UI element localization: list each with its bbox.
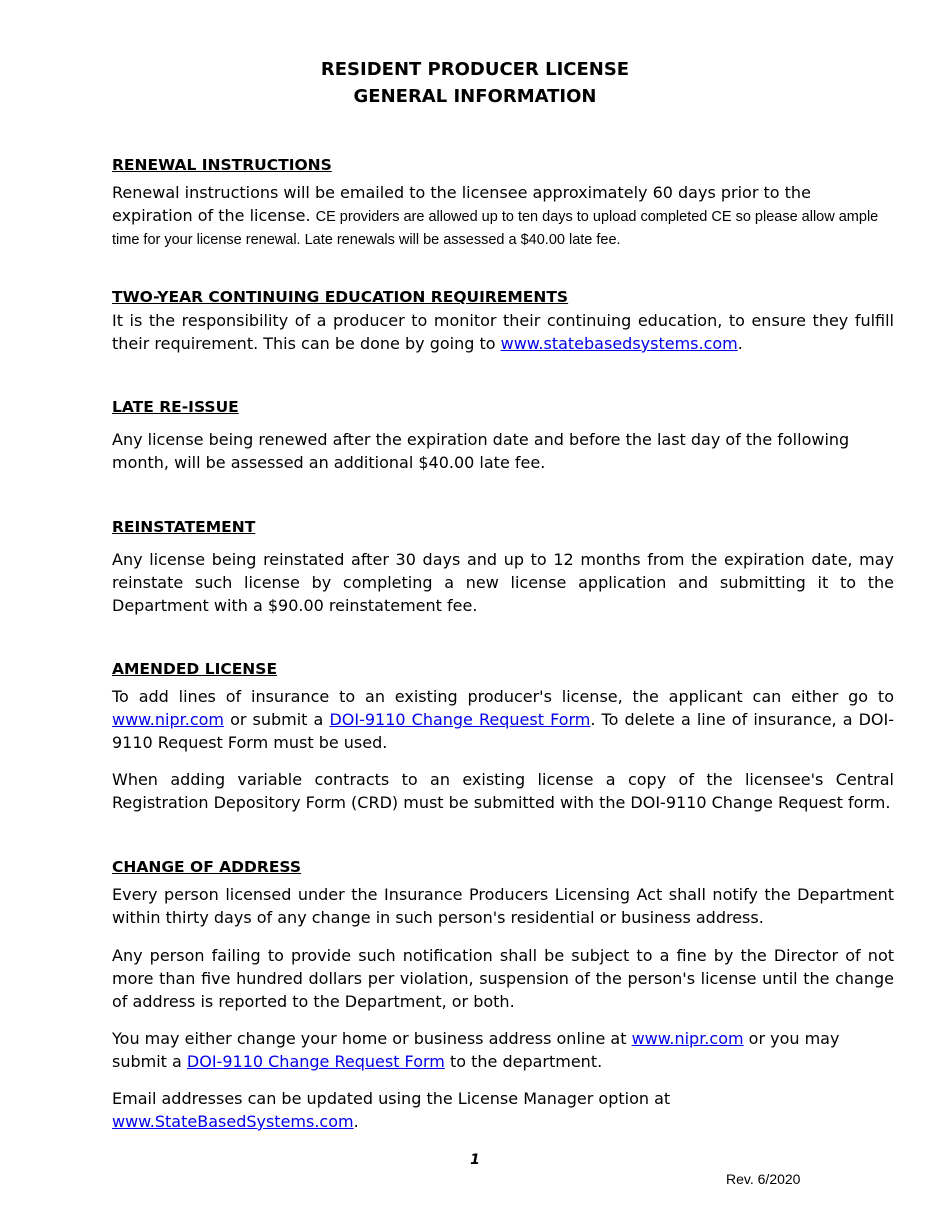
late-reissue-heading: LATE RE-ISSUE xyxy=(112,398,239,416)
address-paragraph-4 xyxy=(112,1087,894,1133)
page-title xyxy=(0,56,950,110)
renewal-paragraph xyxy=(112,181,894,250)
ce-paragraph xyxy=(112,309,894,355)
address-paragraph-2: Any person failing to provide such notification shall be subject to a fine by the Director of not more than five hundred dollars per violation, suspension of the person's license until the change of address is reported to the Department, or both. xyxy=(112,946,894,1011)
amended-text-a: To add lines of insurance to an existing producer's license, the applicant can either go to xyxy=(112,687,894,706)
renewal-text-2: CE providers are allowed up to ten days to upload completed CE so please allow ample time for your license renewal. Late renewals will be assessed a $40.00 late fee. xyxy=(112,209,879,248)
ce-end: . xyxy=(737,334,743,353)
reinstatement-paragraph: Any license being reinstated after 30 days and up to 12 months from the expiration date, may reinstate such license by completing a new license application and submitting it to the Department with a $90.00 reinstatement fee. xyxy=(112,550,894,615)
title-line-2: GENERAL INFORMATION xyxy=(353,86,597,107)
statebasedsystems-link[interactable]: www.statebasedsystems.com xyxy=(500,334,738,353)
doi-9110-address-link[interactable]: DOI-9110 Change Request Form xyxy=(186,1052,445,1071)
reinstatement-heading: REINSTATEMENT xyxy=(112,518,256,536)
email-text-a: Email addresses can be updated using the License Manager option at xyxy=(112,1089,671,1108)
amended-paragraph-2: When adding variable contracts to an existing license a copy of the licensee's Central Registration Depository Form (CRD) must be submitted with the DOI-9110 Change Request form. xyxy=(112,770,894,812)
address-text-b: or you may submit a xyxy=(112,1029,840,1071)
amended-text-c: . To delete a line of insurance, a DOI-9110 Request Form must be used. xyxy=(112,710,895,752)
nipr-link[interactable]: www.nipr.com xyxy=(112,710,224,729)
revision-date: Rev. 6/2020 xyxy=(726,1171,801,1187)
renewal-heading: RENEWAL INSTRUCTIONS xyxy=(112,156,332,174)
amended-heading: AMENDED LICENSE xyxy=(112,660,278,678)
amended-paragraph-1 xyxy=(112,685,894,754)
doi-9110-form-link[interactable]: DOI-9110 Change Request Form xyxy=(329,710,591,729)
page-number: 1 xyxy=(470,1152,480,1168)
statebasedsystems-license-manager-link[interactable]: www.StateBasedSystems.com xyxy=(112,1112,354,1131)
address-text-a: You may either change your home or business address online at xyxy=(112,1029,632,1048)
renewal-text-1: Renewal instructions will be emailed to the licensee approximately 60 days prior to the expiration of the license. xyxy=(112,183,811,225)
ce-heading: TWO-YEAR CONTINUING EDUCATION REQUIREMENTS xyxy=(112,288,569,306)
address-heading: CHANGE OF ADDRESS xyxy=(112,858,302,876)
amended-text-b: or submit a xyxy=(223,710,330,729)
email-text-b: . xyxy=(353,1112,359,1131)
nipr-address-link[interactable]: www.nipr.com xyxy=(631,1029,744,1048)
ce-text: It is the responsibility of a producer to monitor their continuing education, to ensure they fulfill their requirement. This can be done by going to xyxy=(112,311,894,353)
address-paragraph-3 xyxy=(112,1027,852,1073)
address-paragraph-1: Every person licensed under the Insurance Producers Licensing Act shall notify the Department within thirty days of any change in such person's residential or business address. xyxy=(112,885,894,927)
title-line-1: RESIDENT PRODUCER LICENSE xyxy=(320,59,630,80)
address-text-c: to the department. xyxy=(444,1052,603,1071)
late-reissue-paragraph: Any license being renewed after the expiration date and before the last day of the following month, will be assessed an additional $40.00 late fee. xyxy=(112,430,850,472)
